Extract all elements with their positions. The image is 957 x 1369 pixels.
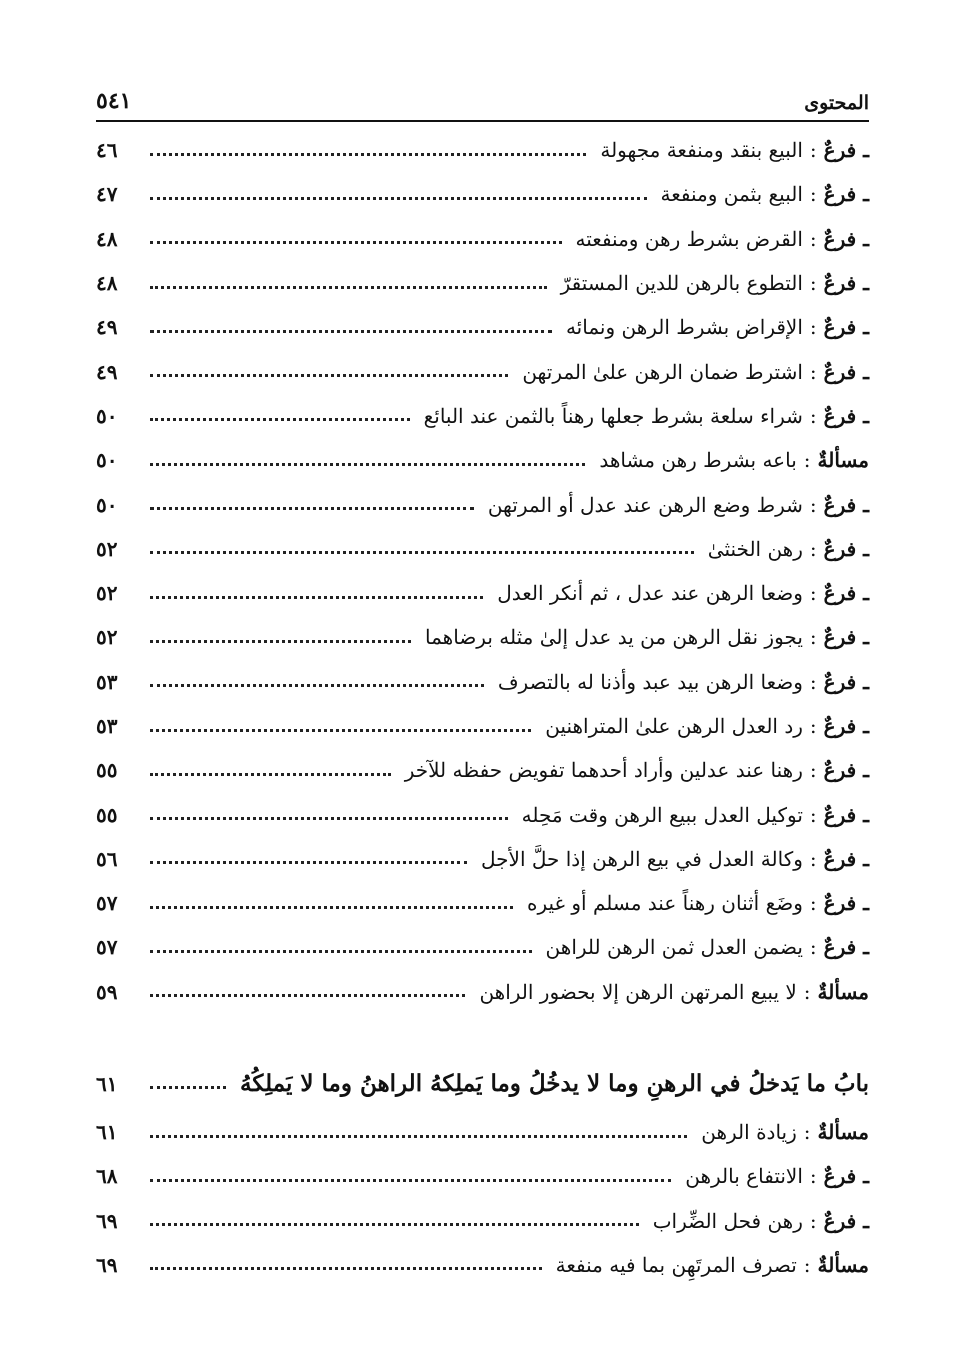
entry-label: ـ فرعٌ (823, 802, 869, 827)
entry-title: يضمن العدل ثمن الرهن للراهن (545, 935, 803, 960)
page-number: ٥٤١ (96, 88, 132, 114)
leader-dots (150, 330, 552, 333)
entry-title: التطوع بالرهن للدين المستقرّ (560, 271, 803, 296)
entry-separator: : (809, 802, 817, 827)
toc-entry[interactable] (96, 1243, 869, 1287)
leader-dots (150, 684, 484, 687)
entry-page: ٥٢ (96, 581, 118, 606)
entry-separator: : (803, 1120, 811, 1145)
entry-page: ٥٧ (96, 891, 118, 916)
leader-dots (150, 286, 547, 289)
leader-dots (150, 463, 585, 466)
leader-dots (150, 640, 411, 643)
table-of-contents (96, 128, 869, 1287)
leader-dots (150, 994, 465, 997)
entry-page: ٥٠ (96, 403, 118, 428)
entry-page: ٥٥ (96, 758, 118, 783)
entry-label: ـ فرعٌ (823, 625, 869, 650)
entry-separator: : (809, 669, 817, 694)
entry-page: ٥٥ (96, 802, 118, 827)
entry-separator: : (809, 403, 817, 428)
entry-label: ـ فرعٌ (823, 714, 869, 738)
toc-entry[interactable] (96, 571, 869, 615)
entry-page: ٥٣ (96, 669, 118, 694)
entry-page: ٥٦ (96, 846, 118, 871)
toc-entry[interactable] (96, 1199, 869, 1243)
page-header (96, 74, 869, 122)
entry-page: ٤٨ (96, 226, 118, 251)
entry-separator: : (809, 891, 817, 916)
entry-title: وضَع أثنان رهناً عند مسلم أو غيره (527, 891, 803, 916)
entry-label: ـ فرعٌ (823, 1208, 869, 1233)
leader-dots (150, 817, 508, 820)
entry-separator: : (809, 271, 817, 296)
running-title: المحتوى (804, 92, 869, 114)
leader-dots (150, 773, 391, 776)
entry-title: رهن الخنثىٰ (707, 536, 803, 561)
entry-label: ـ فرعٌ (823, 403, 869, 428)
leader-dots (150, 197, 647, 200)
entry-title: اشترط ضمان الرهن علىٰ المرتهن (522, 359, 803, 384)
entry-page: ٥٧ (96, 935, 118, 960)
chapter-title: بابُ ما يَدخلُ في الرهنِ وما لا يدخُلُ وما يَملِكهُ الراهنُ وما لا يَملِكُهُ (240, 1070, 869, 1098)
leader-dots (150, 1267, 542, 1270)
toc-entry[interactable] (96, 305, 869, 349)
entry-title: رد العدل الرهن علىٰ المتراهنين (545, 714, 803, 738)
entry-label: ـ فرعٌ (823, 226, 869, 251)
toc-entry[interactable] (96, 527, 869, 571)
entry-title: توكيل العدل ببيع الرهن وقت مَحِله (521, 802, 803, 827)
leader-dots (150, 596, 483, 599)
entry-page: ٤٨ (96, 271, 118, 296)
leader-dots (150, 551, 694, 554)
leader-dots (150, 153, 586, 156)
entry-page: ٤٧ (96, 182, 118, 207)
leader-dots (150, 418, 410, 421)
leader-dots (150, 1135, 687, 1138)
entry-separator: : (809, 625, 817, 650)
entry-label: ـ فرعٌ (823, 891, 869, 916)
entry-separator: : (809, 492, 817, 517)
entry-label: مسألةٌ (817, 1252, 869, 1277)
leader-dots (150, 241, 562, 244)
entry-title: شرط وضع الرهن عند عدل أو المرتهن (487, 492, 803, 517)
entry-label: ـ فرعٌ (823, 492, 869, 517)
entry-label: ـ فرعٌ (823, 536, 869, 561)
entry-title: زيادة الرهن (701, 1120, 797, 1145)
leader-dots (150, 1179, 671, 1182)
entry-label: ـ فرعٌ (823, 315, 869, 340)
entry-title: رهن فحل الضِّراب (652, 1208, 803, 1233)
chapter-heading[interactable] (96, 1058, 869, 1110)
entry-label: ـ فرعٌ (823, 846, 869, 871)
toc-entry[interactable] (96, 482, 869, 526)
entry-page: ٦٨ (96, 1164, 118, 1189)
entry-separator: : (809, 138, 817, 163)
entry-label: ـ فرعٌ (823, 182, 869, 207)
entry-page: ٤٩ (96, 359, 118, 384)
entry-separator: : (809, 935, 817, 960)
entry-separator: : (809, 536, 817, 561)
toc-entry[interactable] (96, 837, 869, 881)
entry-page: ٦٩ (96, 1252, 118, 1277)
entry-title: باعه بشرط رهن مشاهد (599, 448, 797, 473)
toc-entry[interactable] (96, 748, 869, 792)
toc-entry[interactable] (96, 1110, 869, 1154)
entry-page: ٤٩ (96, 315, 118, 340)
entry-title: القرض بشرط رهن ومنفعته (575, 226, 803, 251)
leader-dots (150, 1223, 639, 1226)
entry-page: ٦٩ (96, 1208, 118, 1233)
entry-separator: : (809, 581, 817, 606)
entry-page: ٥٣ (96, 714, 118, 738)
entry-label: ـ فرعٌ (823, 581, 869, 606)
entry-page: ٥٢ (96, 625, 118, 650)
entry-separator: : (809, 758, 817, 783)
entry-label: ـ فرعٌ (823, 138, 869, 163)
entry-label: ـ فرعٌ (823, 669, 869, 694)
toc-entry[interactable] (96, 438, 869, 482)
entry-title: يجوز نقل الرهن من يد عدل إلىٰ مثله برضاهما (425, 625, 803, 650)
chapter-page: ٦١ (96, 1071, 118, 1096)
entry-title: البيع بنقد ومنفعة مجهولة (600, 138, 803, 163)
toc-entry[interactable] (96, 172, 869, 216)
entry-page: ٦١ (96, 1120, 118, 1145)
entry-separator: : (803, 448, 811, 473)
toc-entry[interactable] (96, 349, 869, 393)
entry-page: ٤٦ (96, 138, 118, 163)
entry-title: وضعا الرهن بيد عبد وأذنا له بالتصرف (497, 669, 803, 694)
toc-entry[interactable] (96, 1154, 869, 1198)
toc-entry[interactable] (96, 128, 869, 172)
leader-dots (150, 950, 532, 953)
entry-separator: : (809, 182, 817, 207)
entry-separator: : (803, 979, 811, 1004)
entry-label: ـ فرعٌ (823, 1164, 869, 1189)
entry-title: شراء سلعة بشرط جعلها رهناً بالثمن عند البائع (423, 403, 803, 428)
leader-dots (150, 1086, 226, 1089)
entry-title: الإقراض بشرط الرهن ونمائه (565, 315, 803, 340)
entry-separator: : (809, 846, 817, 871)
leader-dots (150, 729, 531, 732)
entry-separator: : (809, 226, 817, 251)
entry-label: ـ فرعٌ (823, 271, 869, 296)
toc-entry[interactable] (96, 925, 869, 969)
toc-entry[interactable] (96, 261, 869, 305)
entry-label: مسألةٌ (817, 979, 869, 1004)
entry-separator: : (809, 714, 817, 738)
entry-title: لا يبيع المرتهن الرهن إلا بحضور الراهن (479, 979, 797, 1004)
entry-title: الانتفاع بالرهن (685, 1164, 803, 1189)
leader-dots (150, 507, 474, 510)
entry-title: وكالة العدل في بيع الرهن إذا حلَّ الأجل (481, 846, 803, 871)
entry-separator: : (809, 1208, 817, 1233)
toc-entry[interactable] (96, 217, 869, 261)
entry-page: ٥٠ (96, 448, 118, 473)
leader-dots (150, 374, 508, 377)
leader-dots (150, 906, 513, 909)
entry-separator: : (803, 1252, 811, 1277)
entry-title: تصرف المرتَهِن بما فيه منفعة (555, 1252, 797, 1277)
entry-separator: : (809, 315, 817, 340)
toc-entry[interactable] (96, 704, 869, 748)
entry-title: البيع بثمن ومنفعة (660, 182, 803, 207)
entry-label: ـ فرعٌ (823, 758, 869, 783)
entry-label: ـ فرعٌ (823, 935, 869, 960)
entry-label: مسألةٌ (817, 448, 869, 473)
entry-page: ٥٢ (96, 536, 118, 561)
entry-page: ٥٠ (96, 492, 118, 517)
toc-entry[interactable] (96, 615, 869, 659)
entry-title: وضعا الرهن عند عدل ، ثم أنكر العدل (497, 581, 803, 606)
entry-label: ـ فرعٌ (823, 359, 869, 384)
toc-entry[interactable] (96, 394, 869, 438)
leader-dots (150, 861, 467, 864)
entry-label: مسألةٌ (817, 1120, 869, 1145)
entry-page: ٥٩ (96, 979, 118, 1004)
toc-entry[interactable] (96, 660, 869, 704)
entry-separator: : (809, 359, 817, 384)
toc-entry[interactable] (96, 970, 869, 1014)
toc-entry[interactable] (96, 881, 869, 925)
toc-entry[interactable] (96, 792, 869, 836)
entry-title: رهنا عند عدلين وأراد أحدهما تفويض حفظه للآخر (404, 758, 803, 783)
entry-separator: : (809, 1164, 817, 1189)
